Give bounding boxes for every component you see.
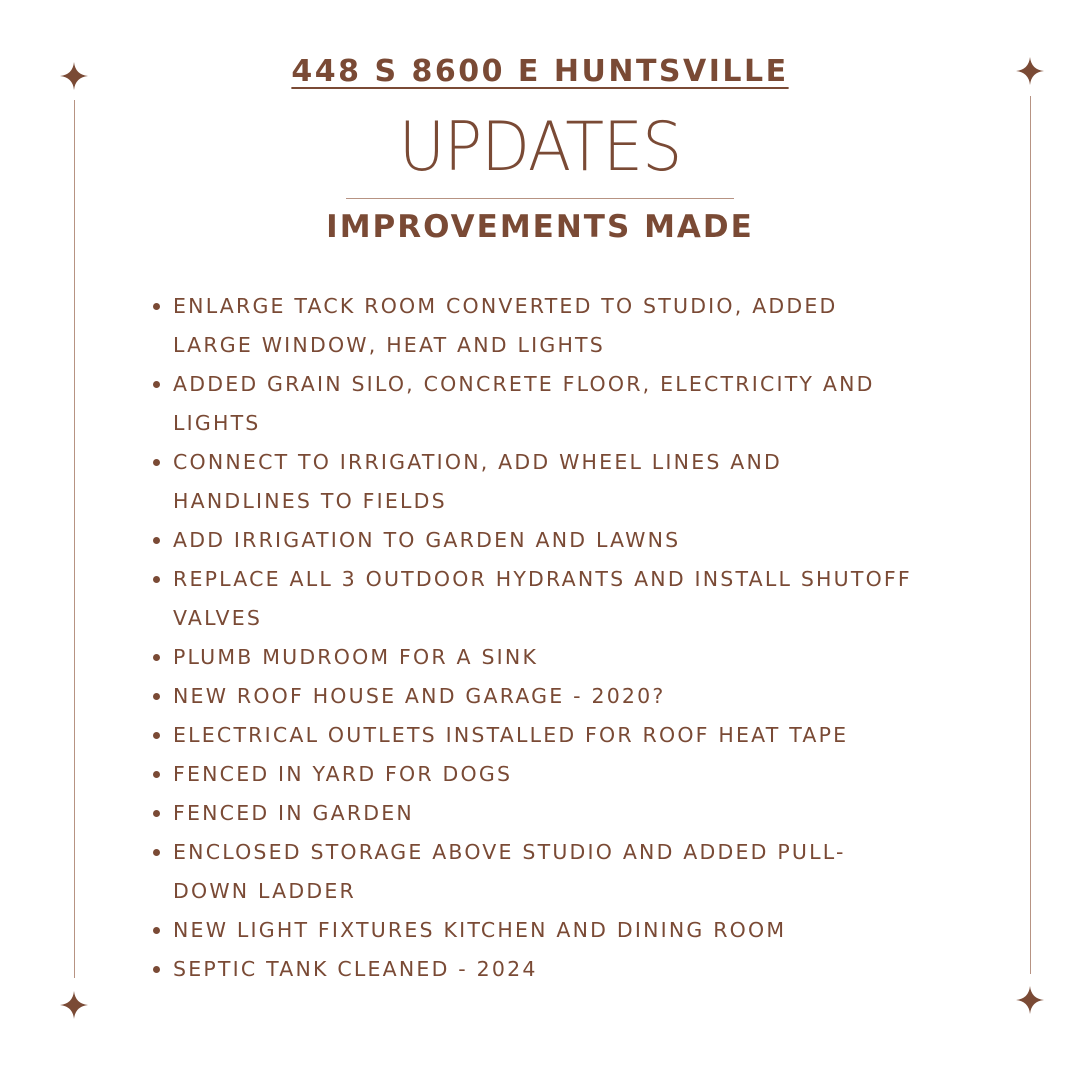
title-divider bbox=[346, 198, 734, 199]
list-item bbox=[150, 443, 970, 521]
list-item bbox=[150, 716, 970, 755]
list-item bbox=[150, 911, 970, 950]
bullet-icon bbox=[153, 966, 160, 973]
bullet-icon bbox=[153, 381, 160, 388]
bullet-icon bbox=[153, 771, 160, 778]
list-item bbox=[150, 755, 970, 794]
improvements-list bbox=[150, 287, 970, 989]
bullet-icon bbox=[153, 576, 160, 583]
list-item-text: PLUMB MUDROOM FOR A SINK bbox=[173, 645, 539, 669]
property-address-text: 448 S 8600 E HUNTSVILLE bbox=[291, 54, 789, 89]
bullet-icon bbox=[153, 849, 160, 856]
list-item-text: NEW LIGHT FIXTURES KITCHEN AND DINING ROOM bbox=[173, 918, 787, 942]
list-item-text: CONNECT TO IRRIGATION, ADD WHEEL LINES AND HANDLINES TO FIELDS bbox=[173, 450, 783, 513]
bullet-icon bbox=[153, 732, 160, 739]
list-item-text: ENLARGE TACK ROOM CONVERTED TO STUDIO, ADDED LARGE WINDOW, HEAT AND LIGHTS bbox=[173, 294, 838, 357]
list-item-text: ENCLOSED STORAGE ABOVE STUDIO AND ADDED PULL- DOWN LADDER bbox=[173, 840, 846, 903]
bullet-icon bbox=[153, 927, 160, 934]
sparkle-icon bbox=[1015, 985, 1045, 1015]
list-item bbox=[150, 560, 970, 638]
list-item-text: NEW ROOF HOUSE AND GARAGE - 2020? bbox=[173, 684, 666, 708]
list-item bbox=[150, 677, 970, 716]
list-item-text: FENCED IN GARDEN bbox=[173, 801, 414, 825]
list-item bbox=[150, 521, 970, 560]
list-item-text: SEPTIC TANK CLEANED - 2024 bbox=[173, 957, 538, 981]
list-item bbox=[150, 833, 970, 911]
page-title: UPDATES bbox=[398, 108, 682, 187]
list-item bbox=[150, 950, 970, 989]
list-item bbox=[150, 638, 970, 677]
list-item-text: ELECTRICAL OUTLETS INSTALLED FOR ROOF HEAT TAPE bbox=[173, 723, 849, 747]
bullet-icon bbox=[153, 693, 160, 700]
bullet-icon bbox=[153, 654, 160, 661]
bullet-icon bbox=[153, 810, 160, 817]
bullet-icon bbox=[153, 459, 160, 466]
list-item bbox=[150, 287, 970, 365]
section-subtitle: IMPROVEMENTS MADE bbox=[326, 209, 754, 245]
sparkle-icon bbox=[59, 990, 89, 1020]
list-item-text: ADDED GRAIN SILO, CONCRETE FLOOR, ELECTRICITY AND LIGHTS bbox=[173, 372, 875, 435]
bullet-icon bbox=[153, 303, 160, 310]
list-item bbox=[150, 794, 970, 833]
list-item bbox=[150, 365, 970, 443]
property-address bbox=[0, 54, 1080, 89]
bullet-icon bbox=[153, 537, 160, 544]
list-item-text: FENCED IN YARD FOR DOGS bbox=[173, 762, 513, 786]
list-item-text: REPLACE ALL 3 OUTDOOR HYDRANTS AND INSTALL SHUTOFF VALVES bbox=[173, 567, 912, 630]
list-item-text: ADD IRRIGATION TO GARDEN AND LAWNS bbox=[173, 528, 681, 552]
